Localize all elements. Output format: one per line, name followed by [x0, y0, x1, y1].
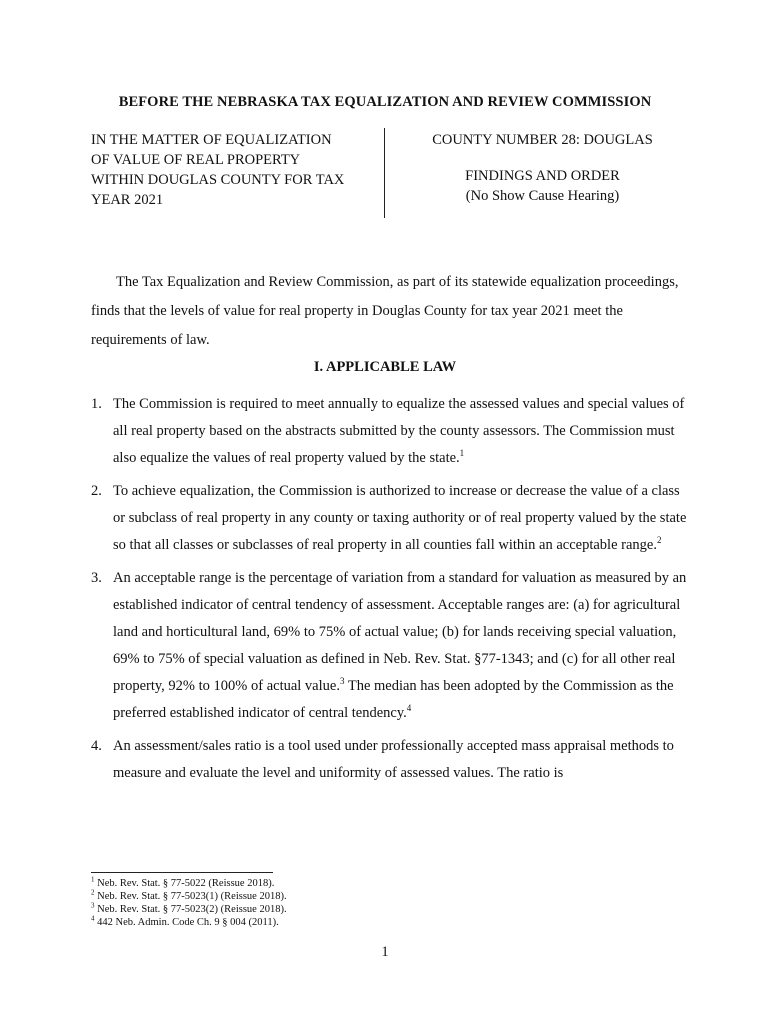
footnote-ref[interactable]: 4 — [406, 703, 412, 714]
item-number: 4. — [91, 738, 102, 754]
item-text: The Commission is required to meet annually to equalize the assessed values and special values of all real property based on the abstracts submitted by the county assessors. The Commission must also equalize the values of real property valued by the state. — [113, 396, 685, 466]
footnote-text: 442 Neb. Admin. Code Ch. 9 § 004 (2011). — [94, 917, 279, 928]
county-number: COUNTY NUMBER 28: DOUGLAS — [432, 132, 653, 148]
case-caption — [91, 130, 371, 210]
list-item — [91, 478, 691, 559]
footnote-mark: 3 — [91, 901, 95, 910]
caption-divider — [384, 128, 385, 218]
list-item — [91, 391, 691, 472]
list-item — [91, 733, 691, 787]
footnote — [91, 890, 491, 903]
footnote — [91, 903, 491, 916]
item-number: 1. — [91, 396, 102, 412]
case-info — [400, 130, 685, 206]
item-text: To achieve equalization, the Commission is authorized to increase or decrease the value of a class or subclass of real property in any county or taxing authority or of real property valued by the state so that all classes or subclasses of real property in all counties fall within an acceptable range. — [113, 483, 687, 553]
hearing-note: (No Show Cause Hearing) — [465, 188, 620, 204]
footnote-text: Neb. Rev. Stat. § 77-5023(1) (Reissue 2018). — [94, 891, 287, 902]
footnote-ref[interactable]: 1 — [459, 448, 465, 459]
caption-line: OF VALUE OF REAL PROPERTY — [91, 152, 301, 168]
footnotes — [91, 877, 491, 929]
footnote-mark: 4 — [91, 914, 95, 923]
footnote-ref[interactable]: 3 — [339, 676, 345, 687]
intro-text: The Tax Equalization and Review Commission, as part of its statewide equalization proceedings, finds that the levels of value for real property in Douglas County for tax year 2021 meet the requirements of law. — [91, 274, 679, 348]
item-text: An assessment/sales ratio is a tool used under professionally accepted mass appraisal methods to measure and evaluate the level and uniformity of assessed values. The ratio is — [113, 738, 674, 781]
page-number: 1 — [381, 944, 389, 960]
footnote-mark: 1 — [91, 875, 95, 884]
footnote — [91, 877, 491, 890]
numbered-list — [91, 391, 691, 793]
document-type: FINDINGS AND ORDER — [465, 168, 620, 184]
document-title: BEFORE THE NEBRASKA TAX EQUALIZATION AND REVIEW COMMISSION — [118, 94, 652, 110]
caption-line: IN THE MATTER OF EQUALIZATION — [91, 132, 332, 148]
footnote-mark: 2 — [91, 888, 95, 897]
intro-paragraph — [91, 268, 691, 355]
footnote-ref[interactable]: 2 — [656, 535, 662, 546]
item-text: The median has been adopted by the Commission as the preferred established indicator of central tendency. — [113, 678, 674, 721]
item-text: An acceptable range is the percentage of variation from a standard for valuation as measured by an established indicator of central tendency of assessment. Acceptable ranges are: (a) for agricultural land and horticultural land, 69% to 75% of actual value; (b) for lands receiving special valuation, 69% to 75% of special valuation as defined in Neb. Rev. Stat. §77-1343; and (c) for all other real property, 92% to 100% of actual value. — [113, 570, 687, 694]
item-number: 2. — [91, 483, 102, 499]
footnote-text: Neb. Rev. Stat. § 77-5022 (Reissue 2018). — [94, 878, 275, 889]
footnote-divider — [91, 872, 273, 873]
section-heading: I. APPLICABLE LAW — [313, 359, 457, 375]
list-item — [91, 565, 691, 727]
caption-line: WITHIN DOUGLAS COUNTY FOR TAX — [91, 172, 345, 188]
footnote — [91, 916, 491, 929]
caption-line: YEAR 2021 — [91, 192, 164, 208]
footnote-text: Neb. Rev. Stat. § 77-5023(2) (Reissue 2018). — [94, 904, 287, 915]
item-number: 3. — [91, 570, 102, 586]
